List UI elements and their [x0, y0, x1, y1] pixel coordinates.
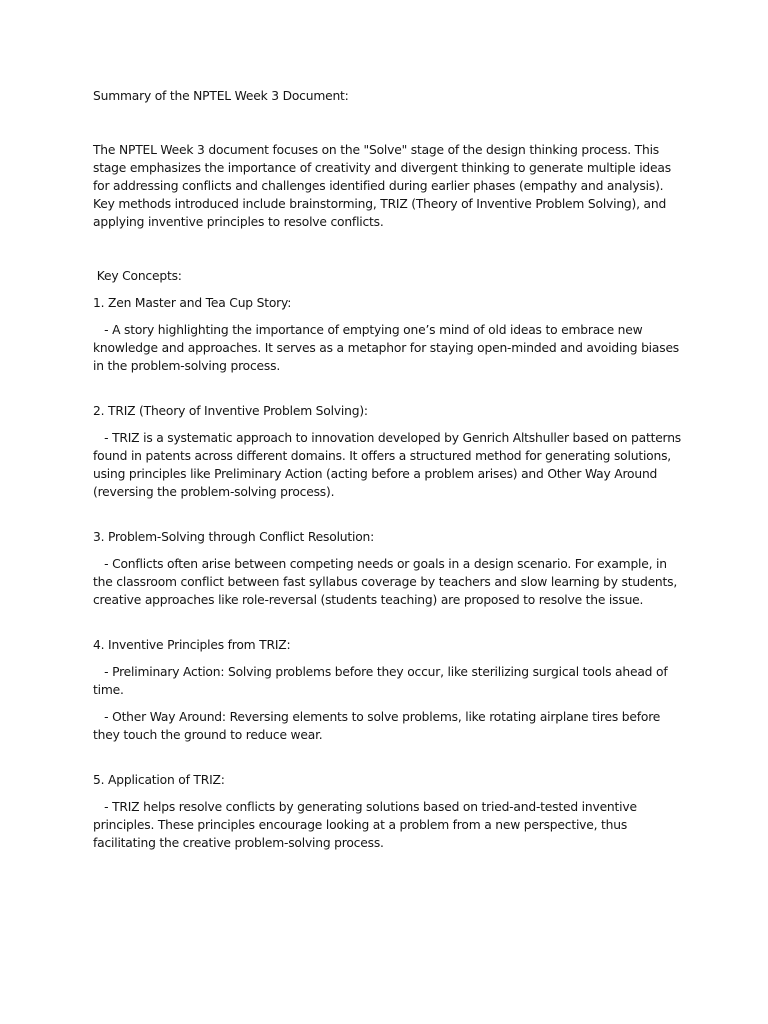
section-point: - A story highlighting the importance of emptying one’s mind of old ideas to embrace new knowledge and approaches. It serves as a metaphor for staying open-minded and avoiding biases in the problem-solving process.	[93, 323, 683, 373]
key-concepts-heading: Key Concepts:	[93, 269, 182, 283]
section-heading: 3. Problem-Solving through Conflict Resolution:	[93, 530, 375, 544]
document-body	[93, 87, 683, 861]
section-heading: 1. Zen Master and Tea Cup Story:	[93, 296, 292, 310]
section-heading: 2. TRIZ (Theory of Inventive Problem Solving):	[93, 404, 368, 418]
section-point: - Preliminary Action: Solving problems before they occur, like sterilizing surgical tools ahead of time.	[93, 665, 672, 697]
section-inventive-principles	[93, 636, 683, 744]
section-point: - Conflicts often arise between competing needs or goals in a design scenario. For example, in the classroom conflict between fast syllabus coverage by teachers and slow learning by students, creative approaches like role-reversal (students teaching) are proposed to resolve the issue.	[93, 557, 681, 607]
section-heading: 4. Inventive Principles from TRIZ:	[93, 638, 291, 652]
section-conflict-resolution	[93, 528, 683, 609]
section-point: - TRIZ is a systematic approach to innovation developed by Genrich Altshuller based on patterns found in patents across different domains. It offers a structured method for generating solutions, using principles like Preliminary Action (acting before a problem arises) and Other Way Around (reversing the problem-solving process).	[93, 431, 685, 499]
section-point: - TRIZ helps resolve conflicts by generating solutions based on tried-and-tested inventive principles. These principles encourage looking at a problem from a new perspective, thus facilitating the creative problem-solving process.	[93, 800, 641, 850]
section-triz	[93, 402, 683, 501]
section-heading: 5. Application of TRIZ:	[93, 773, 225, 787]
document-title: Summary of the NPTEL Week 3 Document:	[93, 89, 349, 103]
section-zen-master	[93, 294, 683, 375]
intro-paragraph: The NPTEL Week 3 document focuses on the "Solve" stage of the design thinking process. This stage emphasizes the importance of creativity and divergent thinking to generate multiple ideas for addressing conflicts and challenges identified during earlier phases (empathy and analysis). Key methods introduced include brainstorming, TRIZ (Theory of Inventive Problem Solving), and applying inventive principles to resolve conflicts.	[93, 143, 671, 229]
section-point: - Other Way Around: Reversing elements to solve problems, like rotating airplane tires before they touch the ground to reduce wear.	[93, 710, 664, 742]
section-application-triz	[93, 771, 683, 852]
